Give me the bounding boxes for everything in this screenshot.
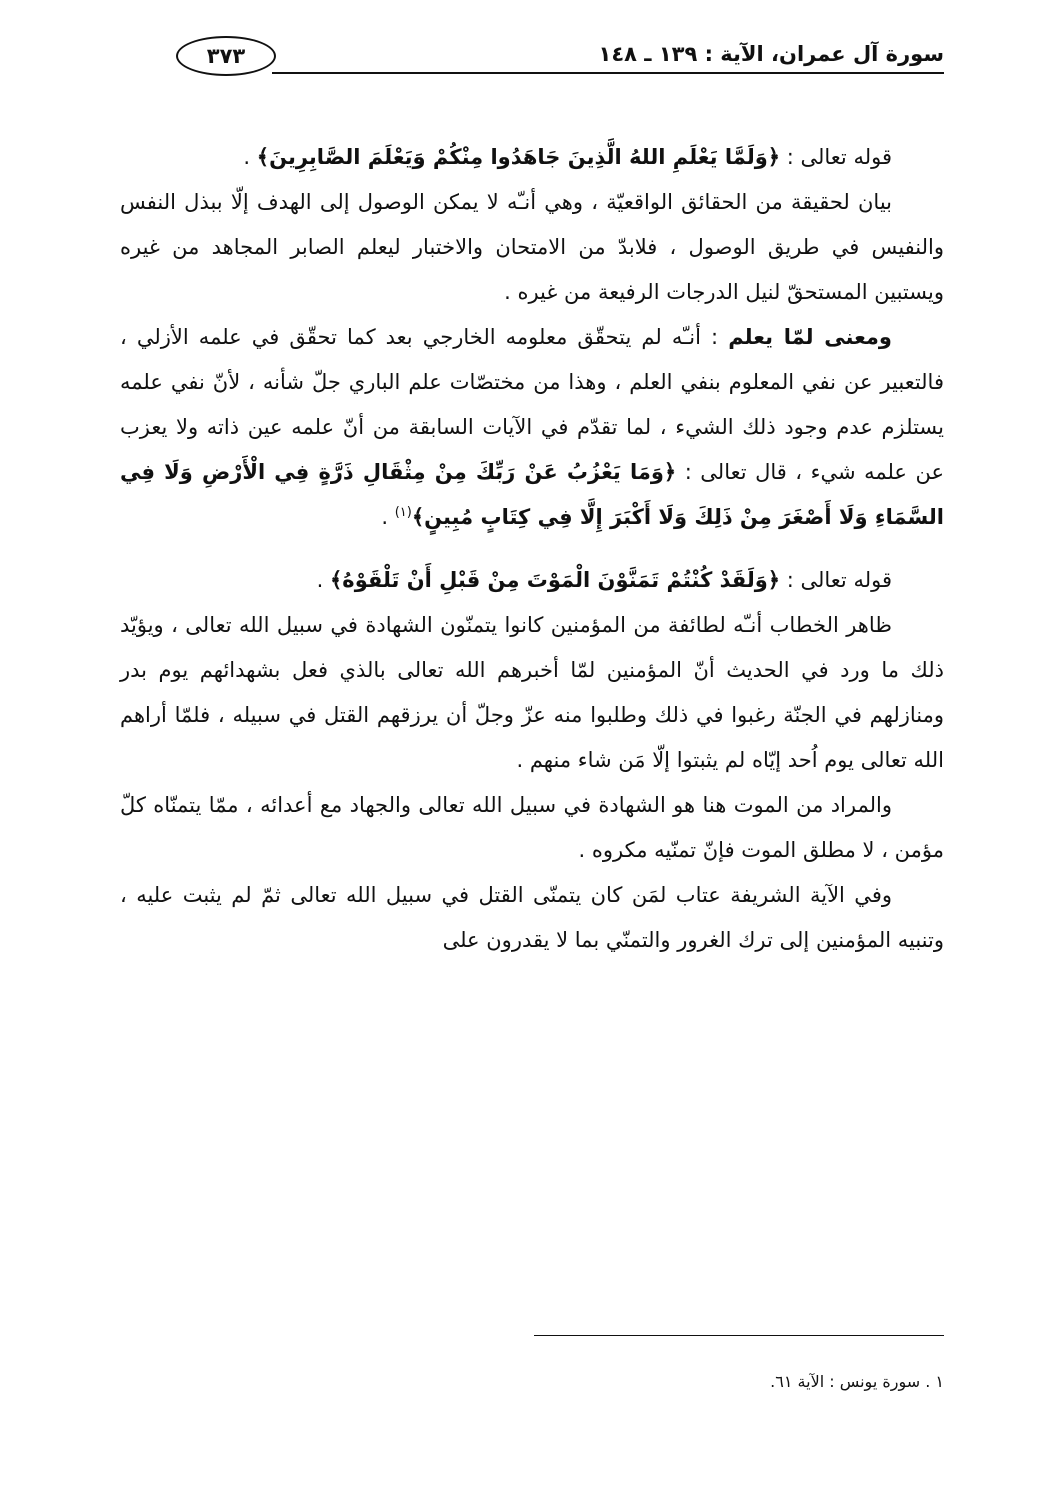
heading-tail: . [316,568,330,592]
page-header [176,42,944,92]
paragraph: ظاهر الخطاب أنـّه لطائفة من المؤمنين كانوا يتمنّون الشهادة في سبيل الله تعالى ، ويؤيّد ذلك ما ورد في الحديث أنّ المؤمنين لمّا أخبرهم الله تعالى بالذي فعل بشهدائهم يوم بدر ومنازلهم في الجنّة رغبوا في ذلك وطلبوا منه عزّ وجلّ أن يرزقهم القتل في سبيله ، فلمّا أراهم الله تعالى يوم اُحد إيّاه لم يثبتوا إلّا مَن شاء منهم . [120,613,944,772]
running-title: سورة آل عمران، الآية : ١٣٩ ـ ١٤٨ [598,42,944,66]
verse-heading-2 [120,558,944,603]
heading-lead: قوله تعالى : [780,145,892,169]
quran-verse: ﴿وَلَمَّا يَعْلَمِ اللهُ الَّذِينَ جَاهَدُوا مِنْكُمْ وَيَعْلَمَ الصَّابِرِينَ﴾ [256,145,781,169]
paragraph-tail: . [381,505,395,529]
header-rule [272,72,944,74]
paragraph [120,315,944,540]
paragraph: بيان لحقيقة من الحقائق الواقعيّة ، وهي أنـّه لا يمكن الوصول إلى الهدف إلّا ببذل النفس والنفيس في طريق الوصول ، فلابدّ من الامتحان والاختبار ليعلم الصابر المجاهد من غيره ويستبين المستحقّ لنيل الدرجات الرفيعة من غيره . [120,190,944,304]
heading-lead: قوله تعالى : [780,568,892,592]
paragraph: وفي الآية الشريفة عتاب لمَن كان يتمنّى القتل في سبيل الله تعالى ثمّ لم يثبت عليه ، وتنبيه المؤمنين إلى ترك الغرور والتمنّي بما لا يقدرون على [120,883,944,952]
footnote-reference: (١) [394,505,412,520]
heading-tail: . [243,145,257,169]
verse-heading-1 [120,135,944,180]
paragraph-text: : أنـّه لم يتحقّق معلومه الخارجي بعد كما تحقّق في علمه الأزلي ، فالتعبير عن نفي المعلوم بنفي العلم ، وهذا من مختصّات علم الباري جلّ شأنه ، لأنّ نفي علمه يستلزم عدم وجود ذلك الشيء ، لما تقدّم في الآيات السابقة من أنّ علمه عين ذاته ولا يعزب عن علمه شيء ، قال تعالى : [120,325,944,484]
footnote-separator [534,1335,944,1336]
body-text [120,135,944,963]
quran-verse: ﴿وَلَقَدْ كُنْتُمْ تَمَنَّوْنَ الْمَوْتَ مِنْ قَبْلِ أَنْ تَلْقَوْهُ﴾ [330,568,781,592]
quran-verse: ﴿وَمَا يَعْزُبُ عَنْ رَبِّكَ مِنْ مِثْقَالِ ذَرَّةٍ فِي الْأَرْضِ وَلَا فِي السَّمَاءِ وَلَا أَصْغَرَ مِنْ ذَلِكَ وَلَا أَكْبَرَ إِلَّا فِي كِتَابٍ مُبِينٍ﴾ [120,460,944,529]
keyword-phrase: ومعنى لمّا يعلم [728,325,892,349]
page-number: ٣٧٣ [176,36,276,76]
footnote: ١ . سورة يونس : الآية ٦١. [770,1372,944,1391]
paragraph: والمراد من الموت هنا هو الشهادة في سبيل الله تعالى والجهاد مع أعدائه ، ممّا يتمنّاه كلّ مؤمن ، لا مطلق الموت فإنّ تمنّيه مكروه . [120,793,944,862]
